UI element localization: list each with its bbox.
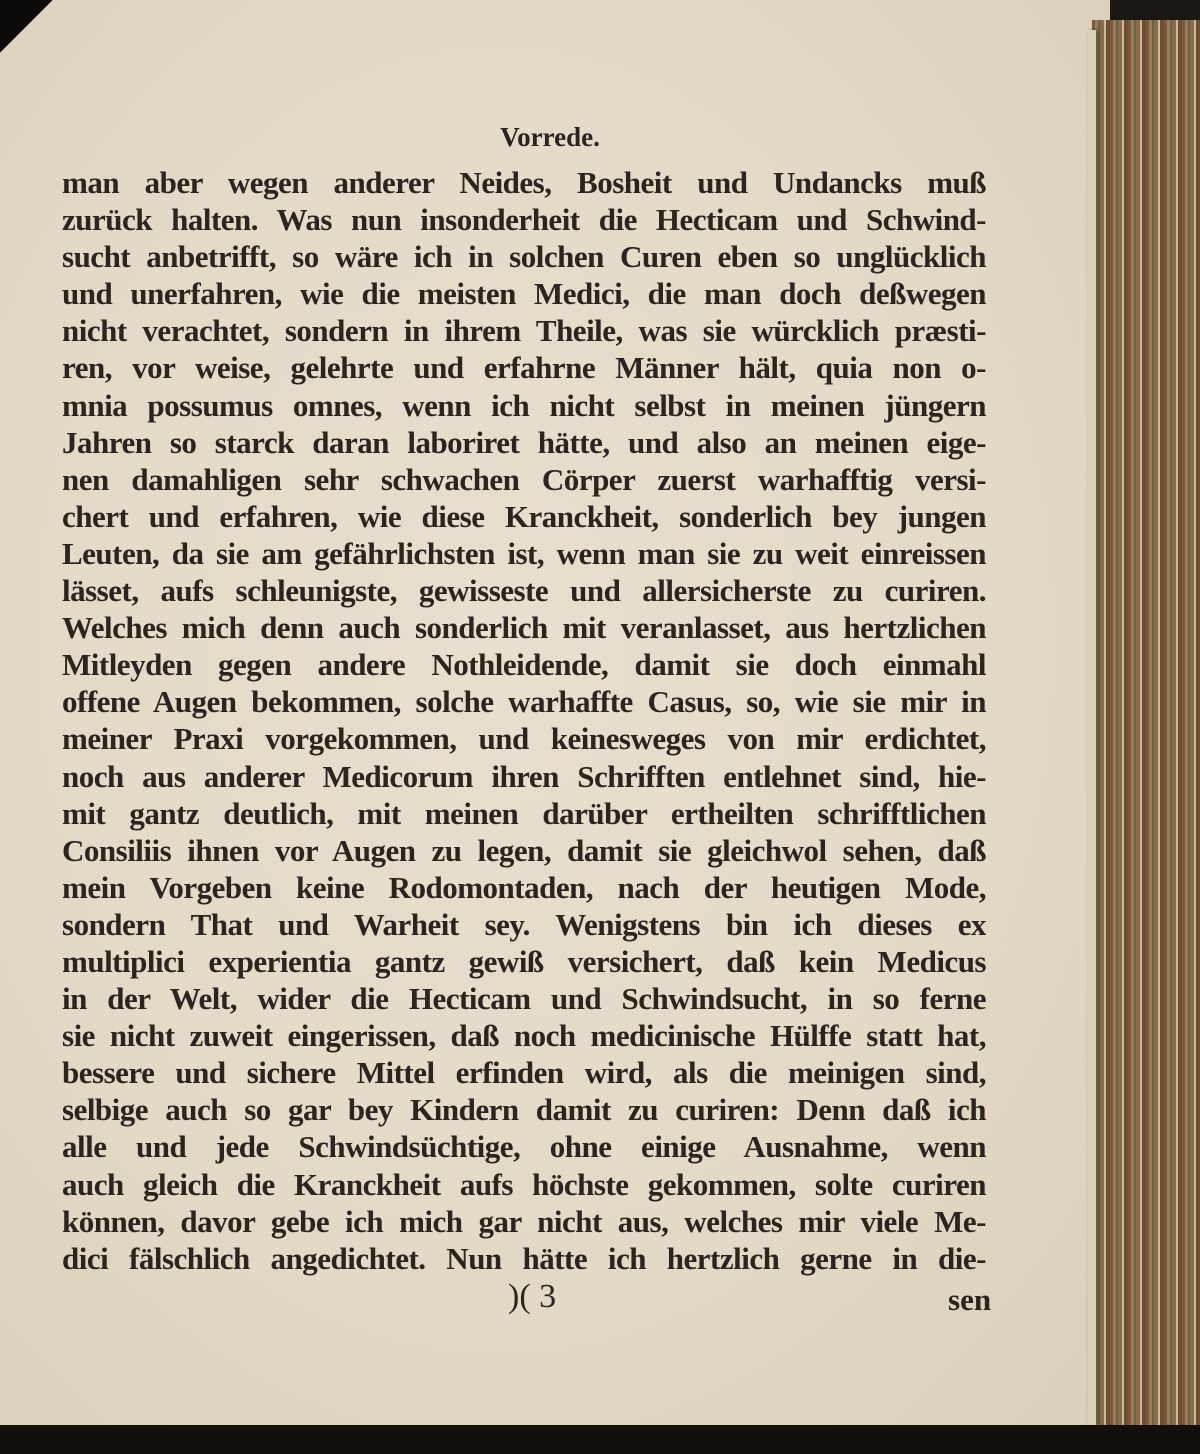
text-line: bessere und sichere Mittel erfinden wird, als die meinigen sind, <box>62 1055 986 1091</box>
text-line: nicht verachtet, sondern in ihrem Theile, was sie würcklich præsti- <box>62 313 986 349</box>
catchword: sen <box>948 1282 992 1317</box>
text-line: und unerfahren, wie die meisten Medici, die man doch deßwegen <box>62 276 986 312</box>
text-line: dici fälschlich angedichtet. Nun hätte ich hertzlich gerne in die- <box>62 1240 986 1276</box>
text-line: nen damahligen sehr schwachen Cörper zuerst warhafftig versi- <box>62 461 986 497</box>
page-edge <box>1088 30 1096 1425</box>
scan-background-bottom <box>0 1425 1200 1454</box>
text-line: Consiliis ihnen vor Augen zu legen, damit sie gleichwol sehen, daß <box>62 832 986 868</box>
text-line: noch aus anderer Medicorum ihren Schrifften entlehnet sind, hie- <box>62 758 986 794</box>
text-line: offene Augen bekommen, solche warhaffte Casus, so, wie sie mir in <box>62 684 986 720</box>
text-line: mnia possumus omnes, wenn ich nicht selbst in meinen jüngern <box>62 387 986 423</box>
text-line: sondern That und Warheit sey. Wenigstens bin ich dieses ex <box>62 906 986 942</box>
text-line: alle und jede Schwindsüchtige, ohne einige Ausnahme, wenn <box>62 1129 986 1165</box>
text-line: können, davor gebe ich mich gar nicht aus, welches mir viele Me- <box>62 1203 986 1239</box>
text-line: Mitleyden gegen andere Nothleidende, damit sie doch einmahl <box>62 647 986 683</box>
running-head: Vorrede. <box>500 122 600 152</box>
text-line: zurück halten. Was nun insonderheit die Hecticam und Schwind- <box>62 202 986 238</box>
text-line: chert und erfahren, wie diese Kranckheit, sonderlich bey jungen <box>62 498 986 534</box>
text-line: mein Vorgeben keine Rodomontaden, nach der heutigen Mode, <box>62 869 986 905</box>
text-line: lässet, aufs schleunigste, gewisseste und allersicherste zu curiren. <box>62 573 986 609</box>
text-line: Welches mich denn auch sonderlich mit veranlasset, aus hertzlichen <box>62 610 986 646</box>
book-fore-edge <box>1092 20 1200 1430</box>
text-line: selbige auch so gar bey Kindern damit zu curiren: Denn daß ich <box>62 1092 986 1128</box>
text-line: Jahren so starck daran laboriret hätte, und also an meinen eige- <box>62 424 986 460</box>
signature-mark: )( 3 <box>508 1278 557 1315</box>
text-line: in der Welt, wider die Hecticam und Schwindsucht, in so ferne <box>62 981 986 1017</box>
text-line: ren, vor weise, gelehrte und erfahrne Männer hält, quia non o- <box>62 350 986 386</box>
text-line: man aber wegen anderer Neides, Bosheit und Undancks muß <box>62 165 986 200</box>
text-line: multiplici experientia gantz gewiß versichert, daß kein Medicus <box>62 943 986 979</box>
scan-background-corner <box>0 0 70 60</box>
text-line: meiner Praxi vorgekommen, und keinesweges von mir erdichtet, <box>62 721 986 757</box>
text-body <box>62 164 986 1277</box>
text-line: mit gantz deutlich, mit meinen darüber ertheilten schrifftlichen <box>62 795 986 831</box>
text-line: auch gleich die Kranckheit aufs höchste gekommen, solte curiren <box>62 1166 986 1202</box>
text-line: Leuten, da sie am gefährlichsten ist, wenn man sie zu weit einreissen <box>62 535 986 571</box>
text-line: sie nicht zuweit eingerissen, daß noch medicinische Hülffe statt hat, <box>62 1018 986 1054</box>
text-line: sucht anbetrifft, so wäre ich in solchen Curen eben so unglücklich <box>62 239 986 275</box>
